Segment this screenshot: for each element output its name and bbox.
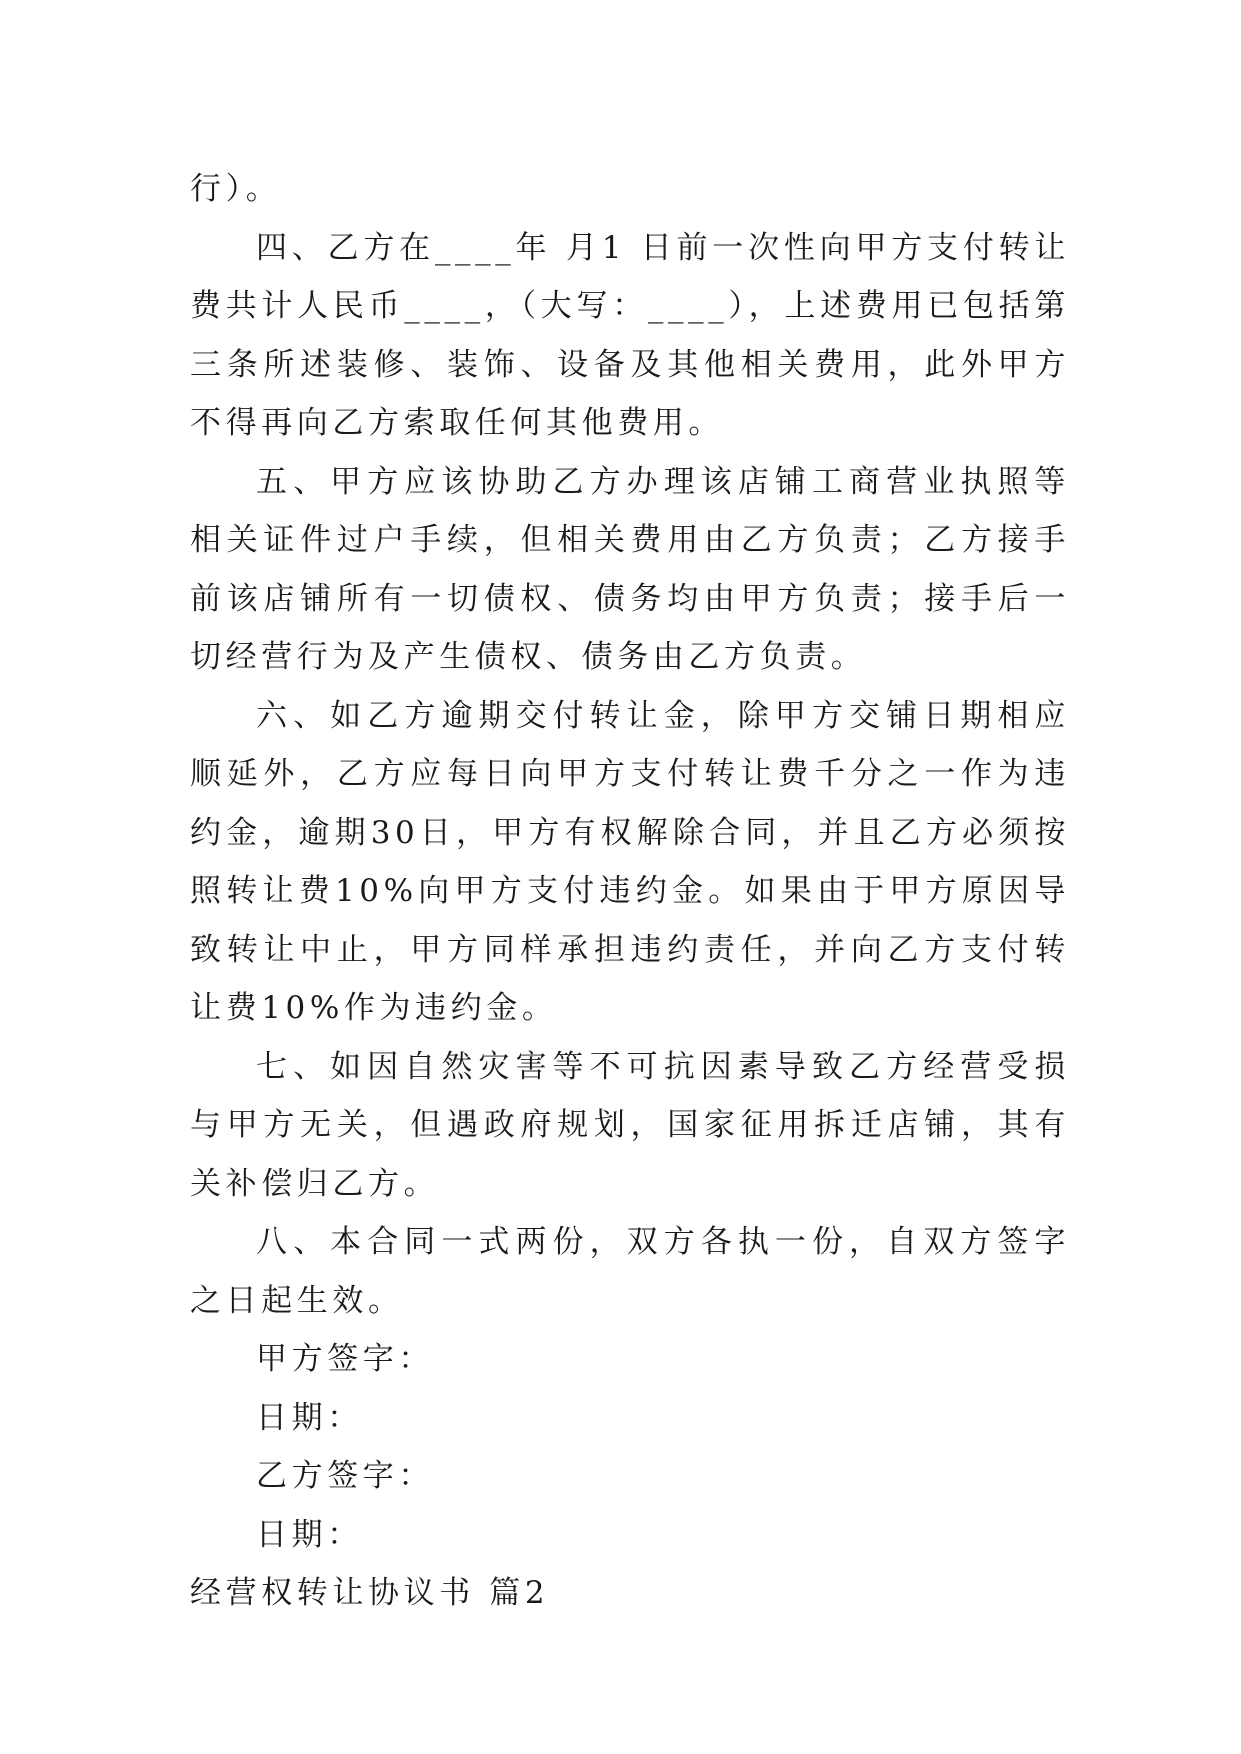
section-heading: 经营权转让协议书 篇2 <box>190 1575 550 1611</box>
continuation-text: 行）。 <box>190 171 282 207</box>
party-a-signature-label: 甲方签字： <box>256 1341 434 1377</box>
clause-4: 四、乙方在____年 月1 日前一次性向甲方支付转让费共计人民币____，（大写：____），上述费用已包括第三条所述装修、装饰、设备及其他相关费用，此外甲方不得再向乙方索取任何其他费用。 <box>190 229 1070 441</box>
clause-5: 五、甲方应该协助乙方办理该店铺工商营业执照等相关证件过户手续，但相关费用由乙方负责；乙方接手前该店铺所有一切债权、债务均由甲方负责；接手后一切经营行为及产生债权、债务由乙方负责。 <box>190 463 1070 675</box>
party-b-date-label: 日期： <box>256 1516 363 1553</box>
document-body <box>190 160 1070 1623</box>
clause-6: 六、如乙方逾期交付转让金，除甲方交铺日期相应顺延外，乙方应每日向甲方支付转让费千分之一作为违约金，逾期30日，甲方有权解除合同，并且乙方必须按照转让费10%向甲方支付违约金。如果由于甲方原因导致转让中止，甲方同样承担违约责任，并向乙方支付转让费10%作为违约金。 <box>190 697 1070 1026</box>
party-b-signature-label: 乙方签字： <box>256 1458 434 1494</box>
clause-8: 八、本合同一式两份，双方各执一份，自双方签字之日起生效。 <box>190 1224 1070 1319</box>
party-a-date-label: 日期： <box>256 1399 363 1436</box>
clause-7: 七、如因自然灾害等不可抗因素导致乙方经营受损与甲方无关，但遇政府规划，国家征用拆迁店铺，其有关补偿归乙方。 <box>190 1048 1070 1202</box>
